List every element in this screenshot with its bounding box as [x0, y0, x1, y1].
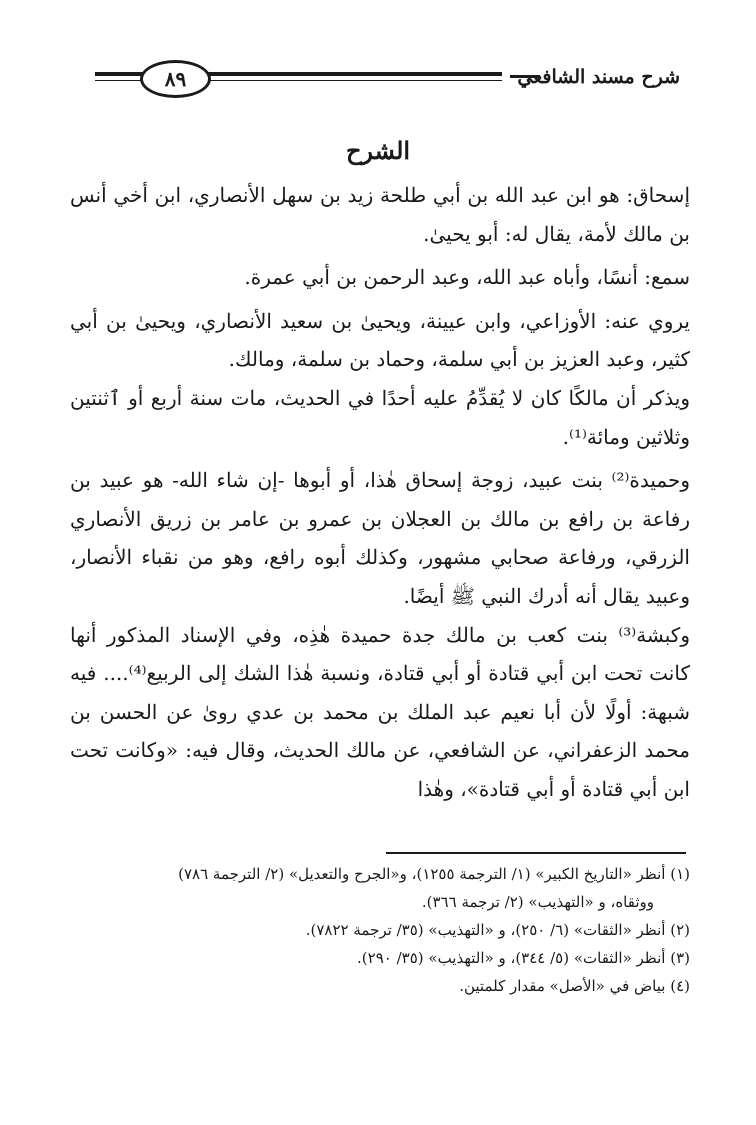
section-heading: الشرح [345, 136, 411, 165]
paragraph-narrators: يروي عنه: الأوزاعي، وابن عيينة، ويحيىٰ بن سعيد الأنصاري، ويحيىٰ بن أبي كثير، وعبد العزيز بن أبي سلمة، وحماد بن سلمة، ومالك. [70, 308, 690, 372]
footnote-1: (١) أنظر «التاريخ الكبير» (١/ الترجمة ١٢٥٥)، و«الجرح والتعديل» (٢/ الترجمة ٧٨٦) [178, 865, 690, 883]
footnote-3: (٣) أنظر «الثقات» (٥/ ٣٤٤)، و «التهذيب» (٣٥/ ٢٩٠). [357, 949, 690, 967]
header-rule-thin [200, 80, 502, 81]
running-header [95, 60, 680, 100]
footnote-divider [386, 852, 686, 854]
footnote-1-continued: ووثقاه، و «التهذيب» (٢/ ترجمة ٣٦٦). [421, 893, 654, 911]
paragraph-heard-from: سمع: أنسًا، وأباه عبد الله، وعبد الرحمن بن أبي عمرة. [244, 265, 690, 290]
page-number: ٨٩ [140, 60, 211, 98]
paragraph-ishaq: إسحاق: هو ابن عبد الله بن أبي طلحة زيد بن سهل الأنصاري، ابن أخي أنس بن مالك لأمة، يقال له: أبو يحيىٰ. [70, 183, 690, 246]
header-rule-thick [200, 72, 502, 76]
header-rule-left-thin [95, 80, 145, 81]
footnote-2: (٢) أنظر «الثقات» (٦/ ٢٥٠)، و «التهذيب» (٣٥/ ترجمة ٧٨٢٢). [305, 921, 690, 939]
paragraph-kabsha: وكبشة⁽³⁾ بنت كعب بن مالك جدة حميدة هٰذِه، وفي الإسناد المذكور أنها كانت تحت ابن أبي قتادة أو أبي قتادة، ونسبة هٰذا الشك إلى الربيع⁽⁴⁾.... فيه شبهة: أولًا لأن أبا نعيم عبد الملك بن محمد بن عدي روىٰ عن الحسن بن محمد الزعفراني، عن الشافعي، عن مالك الحديث، وقال فيه: «وكانت تحت ابن أبي قتادة أو أبي قتادة»، وهٰذا [70, 622, 690, 801]
header-rule-left-thick [95, 72, 145, 76]
footnotes [70, 860, 690, 1000]
footnote-4: (٤) بياض في «الأصل» مقدار كلمتين. [459, 977, 690, 995]
body-text [70, 176, 690, 809]
book-title: شرح مسند الشافعي [517, 66, 680, 88]
paragraph-humayda: وحميدة⁽²⁾ بنت عبيد، زوجة إسحاق هٰذا، أو أبوها -إن شاء الله- هو عبيد بن رفاعة بن رافع بن مالك بن العجلان بن عمرو بن عامر بن زريق الأنصاري الزرقي، ورفاعة صحابي مشهور، وكذلك أبوه رافع، وهو من نقباء الأنصار، وعبيد يقال أنه أدرك النبي ﷺ أيضًا. [70, 468, 690, 608]
paragraph-death: ويذكر أن مالكًا كان لا يُقدِّمُ عليه أحدًا في الحديث، مات سنة أربع أو ٱثنتين وثلاثين ومائة⁽¹⁾. [70, 385, 690, 449]
